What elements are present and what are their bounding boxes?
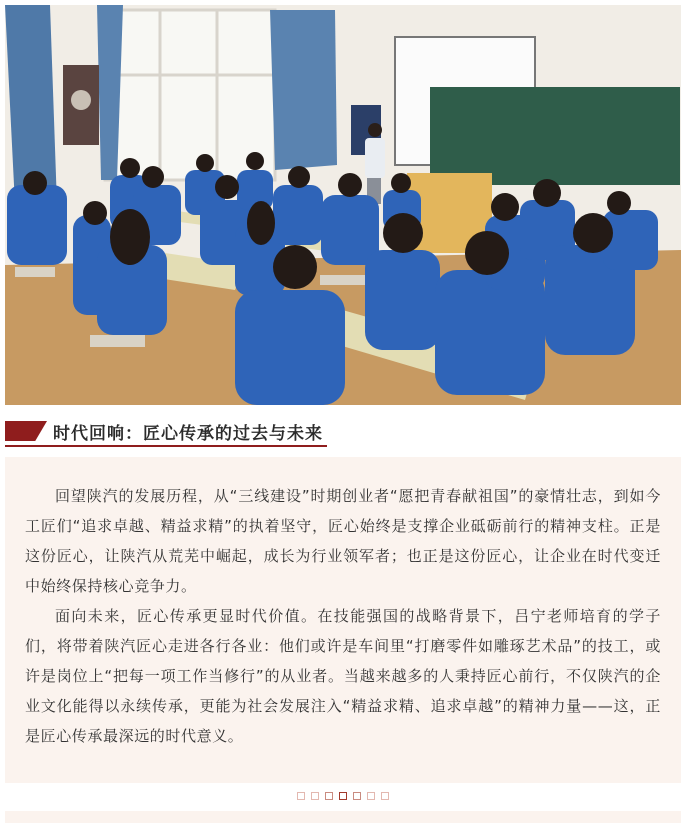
footer-bar xyxy=(5,811,681,823)
pager-dot[interactable] xyxy=(325,792,333,800)
pager-dot[interactable] xyxy=(381,792,389,800)
teacher-head xyxy=(368,123,382,137)
paragraph-1: 回望陕汽的发展历程，从“三线建设”时期创业者“愿把青春献祖国”的豪情壮志，到如今工匠们“追求卓越、精益求精”的执着坚守，匠心始终是支撑企业砥砺前行的精神支柱。正是这份匠心，让陕汽从荒芜中崛起，成长为行业领军者；也正是这份匠心，让企业在时代变迁中始终保持核心竞争力。 xyxy=(25,487,661,595)
article-body xyxy=(5,457,681,783)
pager-dot[interactable] xyxy=(367,792,375,800)
curtain-right xyxy=(270,10,337,170)
pager-dot-active[interactable] xyxy=(339,792,347,800)
pager-dot[interactable] xyxy=(311,792,319,800)
pager-dots xyxy=(0,792,686,806)
classroom-photo xyxy=(5,5,681,405)
pager-dot[interactable] xyxy=(297,792,305,800)
pager-dot[interactable] xyxy=(353,792,361,800)
section-header xyxy=(5,413,681,447)
section-title: 时代回响：匠心传承的过去与未来 xyxy=(53,424,323,444)
header-flag-icon xyxy=(5,421,47,441)
classroom-illustration xyxy=(5,5,681,405)
teacher-body xyxy=(365,138,385,178)
header-underline xyxy=(5,445,327,447)
chalkboard xyxy=(430,87,680,185)
paragraph-2: 面向未来，匠心传承更显时代价值。在技能强国的战略背景下，吕宁老师培育的学子们，将带着陕汽匠心走进各行各业：他们或许是车间里“打磨零件如雕琢艺术品”的技工，或许是岗位上“把每一项工作当修行”的从业者。当越来越多的人秉持匠心前行，不仅陕汽的企业文化能得以永续传承，更能为社会发展注入“精益求精、追求卓越”的精神力量——这，正是匠心传承最深远的时代意义。 xyxy=(25,607,661,745)
